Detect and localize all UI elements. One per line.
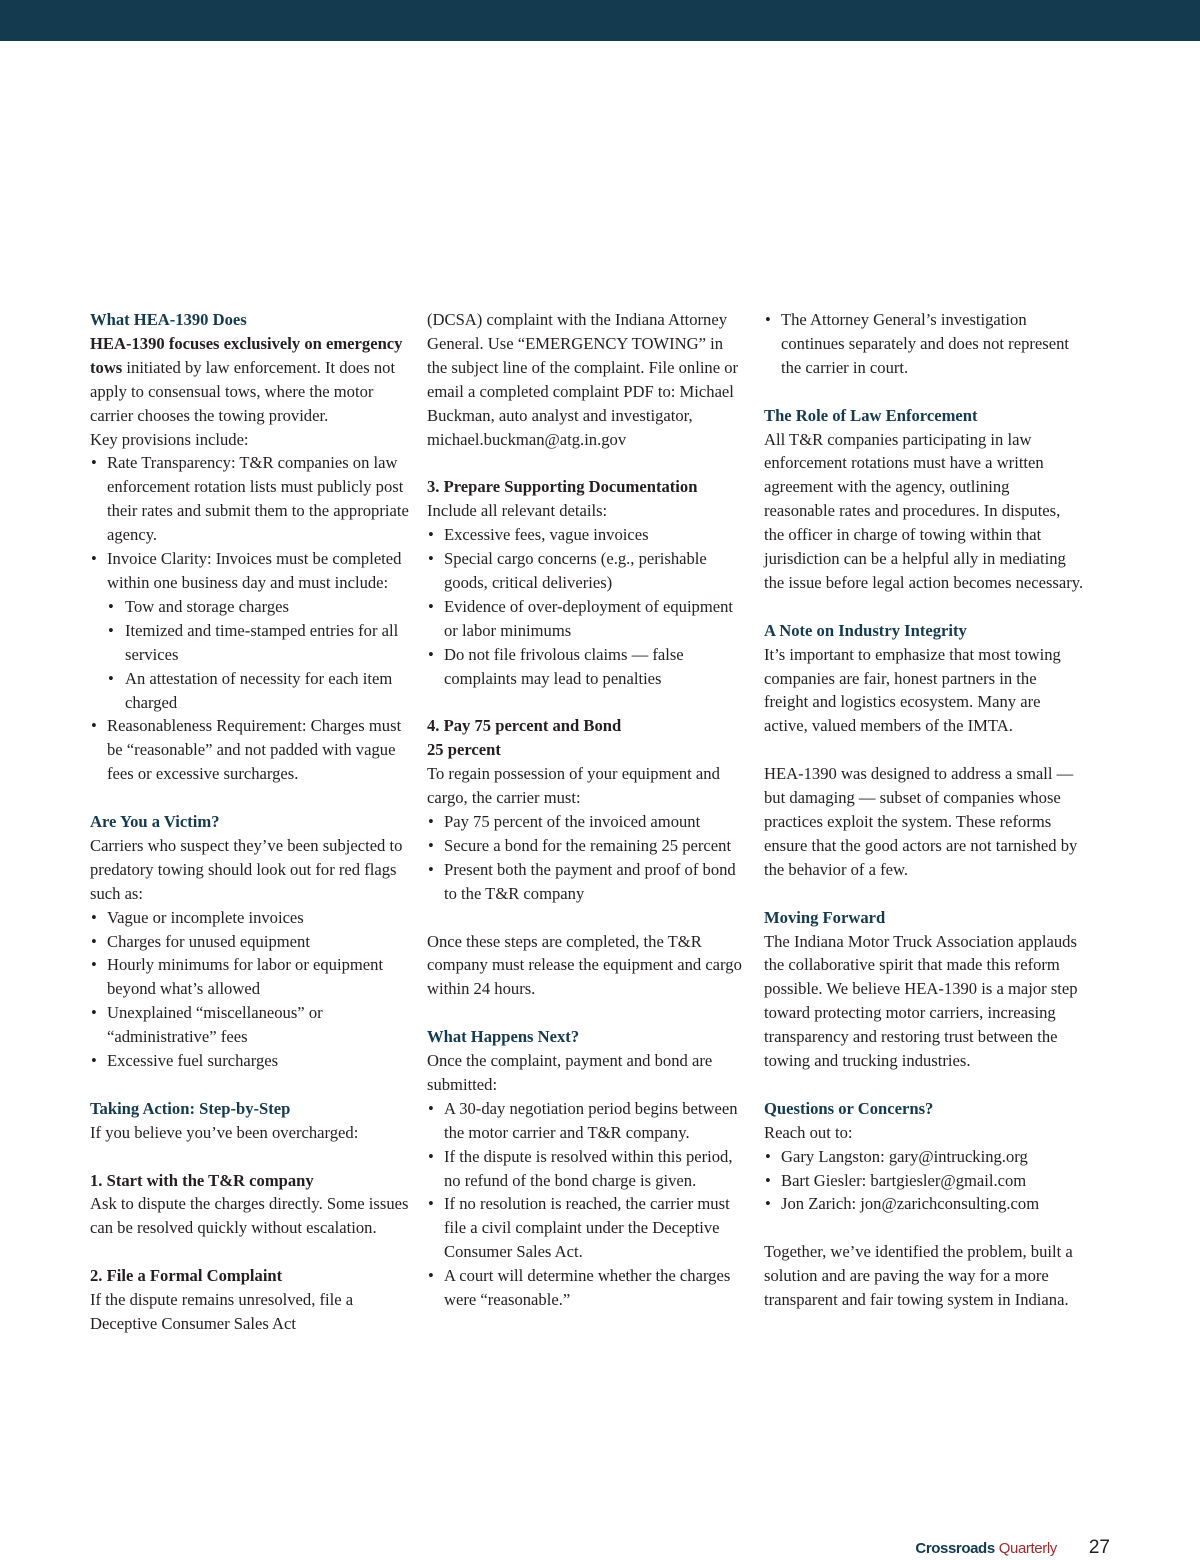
closing-paragraph: Together, we’ve identified the problem, built a solution and are paving the way for a more transparent and fair towing system in Indiana. xyxy=(764,1242,1073,1310)
step-3-item: • Evidence of over-deployment of equipment or labor minimums xyxy=(427,595,747,643)
victim-paragraph: Carriers who suspect they’ve been subjected to predatory towing should look out for red flags such as: xyxy=(90,835,403,903)
heading-taking-action: Taking Action: Step-by-Step xyxy=(90,1098,291,1118)
heading-what-happens-next: What Happens Next? xyxy=(427,1027,580,1047)
header-bar xyxy=(0,0,1200,41)
step-3-title: 3. Prepare Supporting Documentation xyxy=(427,477,698,497)
provision-rate-transparency: • Rate Transparency: T&R companies on law enforcement rotation lists must publicly post their rates and submit them to the appropriate agency. xyxy=(90,451,410,547)
next-list xyxy=(427,1097,747,1312)
next-item: • A 30-day negotiation period begins between the motor carrier and T&R company. xyxy=(427,1097,747,1145)
heading-are-you-a-victim: Are You a Victim? xyxy=(90,812,220,832)
step-1-title: 1. Start with the T&R company xyxy=(90,1170,314,1190)
column-2 xyxy=(427,308,747,1312)
page-number: 27 xyxy=(1088,1537,1110,1558)
step-3-item: • Special cargo concerns (e.g., perishable goods, critical deliveries) xyxy=(427,547,747,595)
questions-paragraph: Reach out to: xyxy=(764,1122,853,1142)
step-2-title: 2. File a Formal Complaint xyxy=(90,1266,283,1286)
red-flag-item: • Charges for unused equipment xyxy=(90,930,410,954)
step-4-title-line-2: 25 percent xyxy=(427,740,501,760)
ag-item: • The Attorney General’s investigation continues separately and does not represent the carrier in court. xyxy=(764,308,1084,380)
invoice-sub-item: • Itemized and time-stamped entries for all services xyxy=(107,619,410,667)
heading-industry-integrity: A Note on Industry Integrity xyxy=(764,620,967,640)
step-3-item: • Excessive fees, vague invoices xyxy=(427,523,747,547)
action-paragraph: If you believe you’ve been overcharged: xyxy=(90,1122,359,1142)
next-item: • If the dispute is resolved within this period, no refund of the bond charge is given. xyxy=(427,1145,747,1193)
publication-name-suffix: Quarterly xyxy=(998,1539,1057,1557)
intro-bold: HEA-1390 focuses exclusively on emergency tows xyxy=(90,333,403,377)
heading-role-of-law-enforcement: The Role of Law Enforcement xyxy=(764,405,978,425)
red-flags-list xyxy=(90,906,410,1073)
column-3 xyxy=(764,308,1084,1312)
step-4-text: To regain possession of your equipment and cargo, the carrier must: xyxy=(427,764,720,808)
red-flag-item: • Vague or incomplete invoices xyxy=(90,906,410,930)
next-paragraph: Once the complaint, payment and bond are submitted: xyxy=(427,1051,713,1094)
contact-item: • Gary Langston: gary@intrucking.org xyxy=(764,1145,1084,1169)
publication-name: Crossroads xyxy=(915,1539,995,1557)
invoice-sub-item: • An attestation of necessity for each item charged xyxy=(107,667,410,715)
step-3-item: • Do not file frivolous claims — false complaints may lead to penalties xyxy=(427,643,747,691)
step-1-text: Ask to dispute the charges directly. Some issues can be resolved quickly without escalation. xyxy=(90,1194,409,1238)
step-4-item: • Present both the payment and proof of bond to the T&R company xyxy=(427,858,747,906)
step-4-title-line-1: 4. Pay 75 percent and Bond xyxy=(427,716,622,736)
next-item: • If no resolution is reached, the carrier must file a civil complaint under the Deceptive Consumer Sales Act. xyxy=(427,1192,747,1264)
step-2-text: If the dispute remains unresolved, file a Deceptive Consumer Sales Act xyxy=(90,1290,354,1333)
key-provisions-label: Key provisions include: xyxy=(90,429,249,449)
invoice-sub-list xyxy=(107,595,410,715)
red-flag-item: • Unexplained “miscellaneous” or “administrative” fees xyxy=(90,1001,410,1049)
integrity-paragraph-1: It’s important to emphasize that most towing companies are fair, honest partners in the freight and logistics ecosystem. Many are active, valued members of the IMTA. xyxy=(764,644,1061,736)
intro-paragraph xyxy=(90,332,410,428)
next-item: • A court will determine whether the charges were “reasonable.” xyxy=(427,1264,747,1312)
invoice-sub-item: • Tow and storage charges xyxy=(107,595,410,619)
integrity-paragraph-2: HEA-1390 was designed to address a small — but damaging — subset of companies whose practices exploit the system. These reforms ensure that the good actors are not tarnished by the behavior of a few. xyxy=(764,764,1078,879)
step-3-list xyxy=(427,523,747,690)
contact-item: • Jon Zarich: jon@zarichconsulting.com xyxy=(764,1192,1084,1216)
step-4-list xyxy=(427,810,747,906)
provision-invoice-clarity xyxy=(90,547,410,714)
ag-list xyxy=(764,308,1084,380)
provision-reasonableness: • Reasonableness Requirement: Charges must be “reasonable” and not padded with vague fees or excessive surcharges. xyxy=(90,714,410,786)
heading-questions: Questions or Concerns? xyxy=(764,1098,934,1118)
step-4-item: • Secure a bond for the remaining 25 percent xyxy=(427,834,747,858)
contact-item: • Bart Giesler: bartgiesler@gmail.com xyxy=(764,1169,1084,1193)
heading-what-hea-1390: What HEA-1390 Does xyxy=(90,310,247,329)
red-flag-item: • Hourly minimums for labor or equipment beyond what’s allowed xyxy=(90,953,410,1001)
forward-paragraph: The Indiana Motor Truck Association applauds the collaborative spirit that made this reform possible. We believe HEA-1390 is a major step toward protecting motor carriers, increasing transparency and restoring trust between the towing and trucking industries. xyxy=(764,931,1078,1071)
law-paragraph: All T&R companies participating in law enforcement rotations must have a written agreement with the agency, outlining reasonable rates and procedures. In disputes, the officer in charge of towing within that jurisdiction can be a helpful ally in mediating the issue before legal action becomes necessary. xyxy=(764,429,1084,592)
release-paragraph: Once these steps are completed, the T&R company must release the equipment and cargo within 24 hours. xyxy=(427,931,742,999)
contacts-list xyxy=(764,1145,1084,1217)
provisions-list xyxy=(90,451,410,786)
page-footer xyxy=(915,1536,1110,1560)
step-3-text: Include all relevant details: xyxy=(427,501,608,521)
step-2-continued: (DCSA) complaint with the Indiana Attorney General. Use “EMERGENCY TOWING” in the subject line of the complaint. File online or email a completed complaint PDF to: Michael Buckman, auto analyst and investigator, michael.buckman@atg.in.gov xyxy=(427,310,739,449)
column-1 xyxy=(90,308,410,1336)
red-flag-item: • Excessive fuel surcharges xyxy=(90,1049,410,1073)
step-4-item: • Pay 75 percent of the invoiced amount xyxy=(427,810,747,834)
provision-invoice-clarity-text: Invoice Clarity: Invoices must be completed within one business day and must include: xyxy=(107,549,402,592)
intro-rest: initiated by law enforcement. It does not apply to consensual tows, where the motor carrier chooses the towing provider. xyxy=(90,357,396,425)
step-4-title xyxy=(427,714,747,762)
heading-moving-forward: Moving Forward xyxy=(764,907,886,927)
